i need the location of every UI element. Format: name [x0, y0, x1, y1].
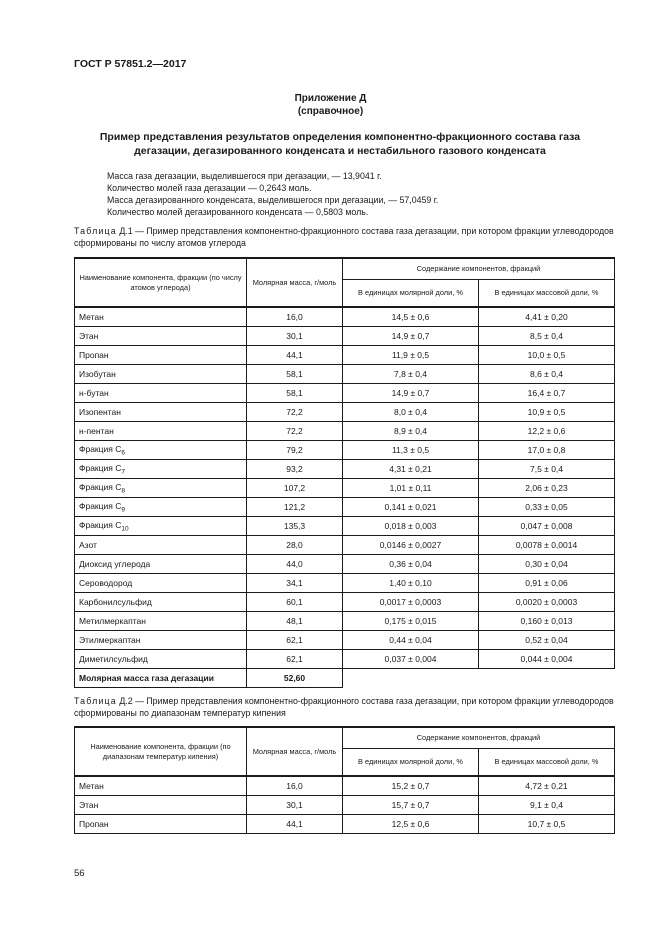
cell-mass-fraction: 0,91 ± 0,06: [479, 574, 615, 593]
table-row: [75, 441, 615, 460]
main-title: [60, 130, 620, 158]
document-code: ГОСТ Р 57851.2—2017: [74, 58, 187, 70]
cell-name: [75, 403, 247, 422]
cell-molar-fraction: 0,44 ± 0,04: [343, 631, 479, 650]
cell-name-text: Фракция С: [79, 443, 122, 454]
cell-name: [75, 365, 247, 384]
cell-name-text: Изобутан: [79, 369, 116, 379]
cell-name-text: н-пентан: [79, 426, 114, 436]
table-row: [75, 815, 615, 834]
cell-molar-mass: 44,0: [247, 555, 343, 574]
cell-name-text: н-бутан: [79, 388, 109, 398]
cell-mass-fraction: 8,6 ± 0,4: [479, 365, 615, 384]
cell-name-text: Пропан: [79, 350, 109, 360]
cell-mass-fraction: 10,7 ± 0,5: [479, 815, 615, 834]
cell-molar-mass: 28,0: [247, 536, 343, 555]
table-row: [75, 346, 615, 365]
annex-heading: [0, 92, 661, 118]
cell-molar-mass: 48,1: [247, 612, 343, 631]
cell-mass-fraction: 2,06 ± 0,23: [479, 479, 615, 498]
cell-name-text: Фракция С: [79, 500, 122, 511]
cell-mass-fraction: 7,5 ± 0,4: [479, 460, 615, 479]
intro-paragraphs: [107, 170, 438, 218]
cell-molar-fraction: 8,9 ± 0,4: [343, 422, 479, 441]
table2-header-name: Наименование компонента, фракции (по диапазонам температур кипения): [75, 727, 247, 776]
table-row: [75, 498, 615, 517]
cell-molar-mass: 62,1: [247, 631, 343, 650]
table-row: [75, 479, 615, 498]
cell-molar-fraction: 1,40 ± 0,10: [343, 574, 479, 593]
table1-header-mass-fraction: В единицах массовой доли, %: [479, 280, 615, 308]
cell-molar-mass: 16,0: [247, 776, 343, 796]
cell-molar-mass: 34,1: [247, 574, 343, 593]
table2-header-molar-mass: Молярная масса, г/моль: [247, 727, 343, 776]
cell-name: [75, 346, 247, 365]
cell-name: [75, 327, 247, 346]
cell-name: [75, 796, 247, 815]
table-row: [75, 307, 615, 327]
cell-name-text: Метилмеркаптан: [79, 616, 146, 626]
total-blank: [343, 669, 615, 688]
table-row: [75, 574, 615, 593]
cell-molar-mass: 44,1: [247, 346, 343, 365]
cell-mass-fraction: 0,047 ± 0,008: [479, 517, 615, 536]
cell-mass-fraction: 0,160 ± 0,013: [479, 612, 615, 631]
cell-name-text: Метан: [79, 781, 104, 791]
cell-molar-fraction: 7,8 ± 0,4: [343, 365, 479, 384]
intro-line: Количество молей дегазированного конденсата — 0,5803 моль.: [107, 207, 369, 217]
cell-name-text: Этилмеркаптан: [79, 635, 141, 645]
cell-name: [75, 384, 247, 403]
cell-name-text: Сероводород: [79, 578, 133, 588]
table1-body: [75, 307, 615, 688]
cell-mass-fraction: 4,72 ± 0,21: [479, 776, 615, 796]
table-row: [75, 517, 615, 536]
cell-molar-mass: 16,0: [247, 307, 343, 327]
main-title-line1: Пример представления результатов определения компонентно-фракционного состава газа: [99, 131, 581, 143]
table-row: [75, 593, 615, 612]
cell-molar-fraction: 0,018 ± 0,003: [343, 517, 479, 536]
cell-molar-fraction: 14,9 ± 0,7: [343, 327, 479, 346]
total-label: Молярная масса газа дегазации: [75, 669, 247, 688]
table-row: [75, 536, 615, 555]
cell-molar-mass: 62,1: [247, 650, 343, 669]
main-title-line2: дегазации, дегазированного конденсата и нестабильного газового конденсата: [134, 145, 546, 157]
cell-molar-mass: 135,3: [247, 517, 343, 536]
table1-header-molar-fraction: В единицах молярной доли, %: [343, 280, 479, 308]
table-row: [75, 612, 615, 631]
cell-name-text: Пропан: [79, 819, 109, 829]
table2-body: [75, 776, 615, 834]
table2-label: Таблица: [74, 696, 117, 706]
cell-name: [75, 555, 247, 574]
cell-name-text: Азот: [79, 540, 97, 550]
cell-molar-mass: 107,2: [247, 479, 343, 498]
cell-molar-fraction: 0,0146 ± 0,0027: [343, 536, 479, 555]
cell-molar-mass: 79,2: [247, 441, 343, 460]
cell-mass-fraction: 10,9 ± 0,5: [479, 403, 615, 422]
cell-molar-fraction: 0,037 ± 0,004: [343, 650, 479, 669]
cell-mass-fraction: 0,33 ± 0,05: [479, 498, 615, 517]
cell-molar-fraction: 15,2 ± 0,7: [343, 776, 479, 796]
cell-molar-fraction: 1,01 ± 0,11: [343, 479, 479, 498]
annex-subtitle: (справочное): [297, 106, 364, 117]
cell-mass-fraction: 0,0020 ± 0,0003: [479, 593, 615, 612]
cell-molar-fraction: 11,9 ± 0,5: [343, 346, 479, 365]
cell-molar-mass: 58,1: [247, 384, 343, 403]
cell-name-text: Изопентан: [79, 407, 121, 417]
table1: [74, 257, 615, 688]
cell-name-text: Диметилсульфид: [79, 654, 148, 664]
cell-name-text: Фракция С: [79, 462, 122, 473]
cell-molar-fraction: 12,5 ± 0,6: [343, 815, 479, 834]
cell-mass-fraction: 12,2 ± 0,6: [479, 422, 615, 441]
cell-mass-fraction: 17,0 ± 0,8: [479, 441, 615, 460]
cell-name-subscript: 9: [121, 506, 125, 514]
table-row: [75, 403, 615, 422]
table-row: [75, 650, 615, 669]
table-total-row: [75, 669, 615, 688]
table-row: [75, 776, 615, 796]
table-row: [75, 384, 615, 403]
cell-molar-mass: 93,2: [247, 460, 343, 479]
cell-name: [75, 307, 247, 327]
table-row: [75, 365, 615, 384]
cell-molar-fraction: 0,175 ± 0,015: [343, 612, 479, 631]
table-row: [75, 631, 615, 650]
table2: [74, 726, 615, 834]
table-row: [75, 327, 615, 346]
table-row: [75, 796, 615, 815]
cell-molar-fraction: 0,0017 ± 0,0003: [343, 593, 479, 612]
cell-name-subscript: 8: [121, 487, 125, 495]
cell-name-subscript: 6: [121, 449, 125, 457]
cell-molar-mass: 30,1: [247, 796, 343, 815]
cell-name-text: Метан: [79, 312, 104, 322]
cell-name: [75, 498, 247, 517]
cell-mass-fraction: 10,0 ± 0,5: [479, 346, 615, 365]
cell-molar-fraction: 11,3 ± 0,5: [343, 441, 479, 460]
cell-name: [75, 631, 247, 650]
cell-name: [75, 479, 247, 498]
cell-name-subscript: 10: [121, 525, 129, 533]
cell-molar-mass: 60,1: [247, 593, 343, 612]
cell-name: [75, 650, 247, 669]
total-value: 52,60: [247, 669, 343, 688]
intro-line: Количество молей газа дегазации — 0,2643 моль.: [107, 183, 312, 193]
cell-name-text: Этан: [79, 800, 99, 810]
cell-name-text: Диоксид углерода: [79, 559, 151, 569]
table1-caption: [74, 225, 614, 249]
cell-molar-mass: 72,2: [247, 403, 343, 422]
cell-name-text: Карбонилсульфид: [79, 597, 152, 607]
cell-molar-fraction: 0,36 ± 0,04: [343, 555, 479, 574]
cell-name: [75, 815, 247, 834]
cell-mass-fraction: 16,4 ± 0,7: [479, 384, 615, 403]
cell-mass-fraction: 0,044 ± 0,004: [479, 650, 615, 669]
cell-molar-mass: 30,1: [247, 327, 343, 346]
cell-name: [75, 776, 247, 796]
cell-name-text: Фракция С: [79, 519, 122, 530]
cell-molar-mass: 72,2: [247, 422, 343, 441]
table2-caption: [74, 695, 614, 719]
cell-molar-fraction: 14,5 ± 0,6: [343, 307, 479, 327]
cell-mass-fraction: 4,41 ± 0,20: [479, 307, 615, 327]
cell-molar-fraction: 4,31 ± 0,21: [343, 460, 479, 479]
cell-molar-fraction: 8,0 ± 0,4: [343, 403, 479, 422]
cell-name: [75, 517, 247, 536]
cell-mass-fraction: 8,5 ± 0,4: [479, 327, 615, 346]
cell-molar-mass: 44,1: [247, 815, 343, 834]
table2-header-molar-fraction: В единицах молярной доли, %: [343, 749, 479, 777]
cell-molar-fraction: 15,7 ± 0,7: [343, 796, 479, 815]
table2-caption-text: Д.2 — Пример представления компонентно-фракционного состава газа дегазации, при котором фракции углеводородов сформированы по диапазонам температур кипения: [74, 696, 614, 718]
cell-molar-fraction: 14,9 ± 0,7: [343, 384, 479, 403]
cell-name-subscript: 7: [121, 468, 125, 476]
intro-line: Масса дегазированного конденсата, выделившегося при дегазации, — 57,0459 г.: [107, 195, 439, 205]
cell-mass-fraction: 9,1 ± 0,4: [479, 796, 615, 815]
cell-mass-fraction: 0,52 ± 0,04: [479, 631, 615, 650]
cell-name: [75, 422, 247, 441]
cell-name: [75, 441, 247, 460]
table1-header-name: Наименование компонента, фракции (по числу атомов углерода): [75, 258, 247, 307]
table1-caption-text: Д.1 — Пример представления компонентно-фракционного состава газа дегазации, при котором фракции углеводородов сформированы по числу атомов углерода: [74, 226, 614, 248]
cell-mass-fraction: 0,0078 ± 0,0014: [479, 536, 615, 555]
cell-molar-mass: 58,1: [247, 365, 343, 384]
cell-name: [75, 536, 247, 555]
annex-title: Приложение Д: [294, 93, 367, 104]
cell-name-text: Фракция С: [79, 481, 122, 492]
cell-mass-fraction: 0,30 ± 0,04: [479, 555, 615, 574]
cell-name-text: Этан: [79, 331, 99, 341]
table2-header-content: Содержание компонентов, фракций: [343, 727, 615, 749]
table-row: [75, 555, 615, 574]
table1-header-molar-mass: Молярная масса, г/моль: [247, 258, 343, 307]
cell-name: [75, 574, 247, 593]
table-row: [75, 460, 615, 479]
cell-name: [75, 593, 247, 612]
cell-name: [75, 460, 247, 479]
table2-header-mass-fraction: В единицах массовой доли, %: [479, 749, 615, 777]
intro-line: Масса газа дегазации, выделившегося при дегазации, — 13,9041 г.: [107, 171, 382, 181]
cell-molar-fraction: 0,141 ± 0,021: [343, 498, 479, 517]
page-number: 56: [74, 868, 85, 879]
cell-name: [75, 612, 247, 631]
table-row: [75, 422, 615, 441]
table1-label: Таблица: [74, 226, 117, 236]
cell-molar-mass: 121,2: [247, 498, 343, 517]
table1-header-content: Содержание компонентов, фракций: [343, 258, 615, 280]
